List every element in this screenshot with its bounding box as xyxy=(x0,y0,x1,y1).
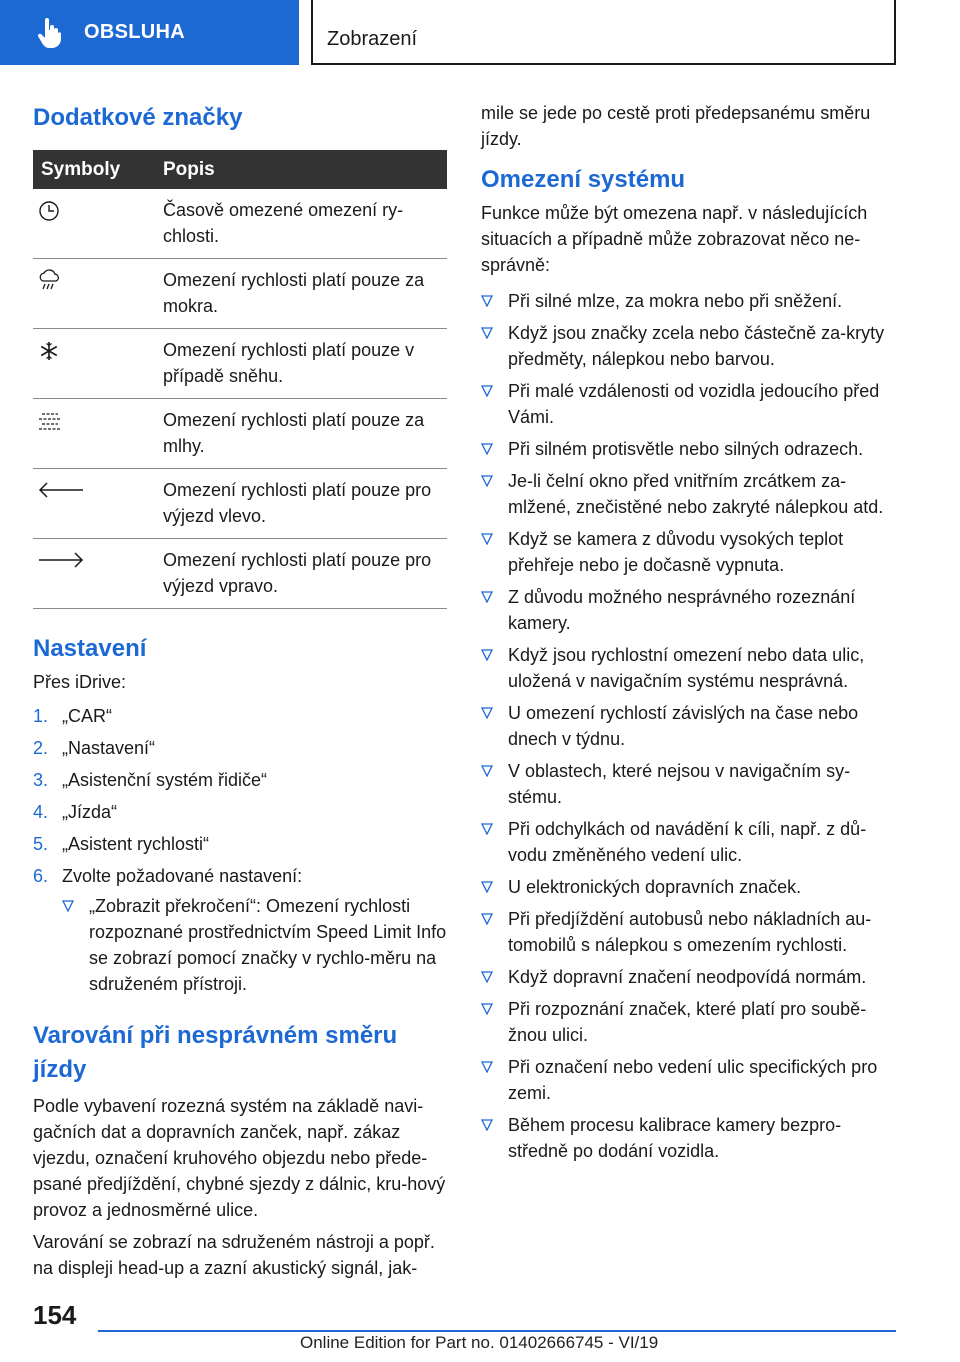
chapter-header xyxy=(311,0,896,65)
triangle-bullet-icon xyxy=(481,1119,493,1131)
step-text: Zvolte požadované nastavení: xyxy=(62,866,303,886)
list-item xyxy=(481,642,897,694)
bullet-text: Je-li čelní okno před vnitřním zrcátkem za-mlžené, znečistěné nebo zakryté nálepkou atd. xyxy=(508,471,884,517)
snowflake-icon xyxy=(37,339,61,363)
bullet-text: Při předjíždění autobusů nebo nákladních au-tomobilů s nálepkou s omezením rychlosti. xyxy=(508,909,872,955)
table-header-row xyxy=(33,150,447,189)
step-text: „Nastavení“ xyxy=(62,738,156,758)
list-item xyxy=(481,816,897,868)
triangle-bullet-icon xyxy=(481,533,493,545)
list-item xyxy=(33,767,447,793)
table-row xyxy=(33,399,447,469)
settings-intro: Přes iDrive: xyxy=(33,672,127,692)
list-item xyxy=(481,874,897,900)
paragraph: Varování se zobrazí na sdruženém nástroji a popř. na displeji head-up a zazní akustický signál, jak- xyxy=(33,1232,435,1278)
bullet-text: U omezení rychlostí závislých na čase nebo dnech v týdnu. xyxy=(508,703,859,749)
triangle-bullet-icon xyxy=(481,881,493,893)
footer-edition: Online Edition for Part no. 01402666745 - VI/19 xyxy=(300,1333,659,1352)
triangle-bullet-icon xyxy=(481,475,493,487)
rain-cloud-icon xyxy=(37,269,63,293)
limits-list xyxy=(481,288,897,1164)
step-text: „Asistenční systém řidiče“ xyxy=(62,770,268,790)
row-description: Omezení rychlosti platí pouze pro výjezd vpravo. xyxy=(163,539,447,609)
triangle-bullet-icon xyxy=(481,765,493,777)
bullet-text: Při rozpoznání značek, které platí pro soubě-žnou ulici. xyxy=(508,999,867,1045)
list-item xyxy=(481,468,897,520)
triangle-bullet-icon xyxy=(481,971,493,983)
step-number: 6. xyxy=(33,866,49,886)
list-item xyxy=(481,1054,897,1106)
hand-pointer-icon xyxy=(38,18,62,48)
bullet-text: Když dopravní značení neodpovídá normám. xyxy=(508,967,867,987)
chapter-title: Zobrazení xyxy=(327,28,418,50)
step-text: „CAR“ xyxy=(62,706,112,726)
triangle-bullet-icon xyxy=(481,385,493,397)
list-item xyxy=(481,906,897,958)
step-text: „Jízda“ xyxy=(62,802,118,822)
bullet-text: U elektronických dopravních značek. xyxy=(508,877,802,897)
step-sublist xyxy=(62,893,447,997)
list-item xyxy=(33,863,447,997)
list-item xyxy=(481,526,897,578)
bullet-text: Z důvodu možného nesprávného rozeznání kamery. xyxy=(508,587,856,633)
list-item xyxy=(481,288,897,314)
table-row xyxy=(33,189,447,259)
table-row xyxy=(33,329,447,399)
clock-icon xyxy=(37,199,61,223)
bullet-text: Když jsou značky zcela nebo částečně za-kryty předměty, nálepkou nebo barvou. xyxy=(508,323,885,369)
fog-icon xyxy=(37,409,63,433)
list-item xyxy=(33,831,447,857)
bullet-text: Když jsou rychlostní omezení nebo data ulic, uložená v navigačním systému nesprávná. xyxy=(508,645,865,691)
bullet-text: Při silném protisvětle nebo silných odrazech. xyxy=(508,439,864,459)
triangle-bullet-icon xyxy=(481,913,493,925)
list-item xyxy=(33,703,447,729)
page-number: 154 xyxy=(33,1300,77,1330)
column-header-description: Popis xyxy=(163,150,447,189)
list-item xyxy=(481,320,897,372)
triangle-bullet-icon xyxy=(481,327,493,339)
triangle-bullet-icon xyxy=(481,443,493,455)
heading-system-limits: Omezení systému xyxy=(481,166,686,193)
right-column xyxy=(481,100,897,1170)
footer-rule xyxy=(98,1330,896,1332)
arrow-right-icon xyxy=(37,549,85,571)
row-description: Omezení rychlosti platí pouze za mokra. xyxy=(163,259,447,329)
triangle-bullet-icon xyxy=(481,591,493,603)
triangle-bullet-icon xyxy=(481,707,493,719)
paragraph-continued: mile se jede po cestě proti předepsanému směru jízdy. xyxy=(481,103,871,149)
section-tab xyxy=(0,0,299,65)
heading-additional-signs: Dodatkové značky xyxy=(33,104,243,131)
row-description: Omezení rychlosti platí pouze za mlhy. xyxy=(163,399,447,469)
triangle-bullet-icon xyxy=(481,1061,493,1073)
row-description: Omezení rychlosti platí pouze pro výjezd vlevo. xyxy=(163,469,447,539)
triangle-bullet-icon xyxy=(481,295,493,307)
list-item xyxy=(481,378,897,430)
list-item xyxy=(481,996,897,1048)
step-number: 5. xyxy=(33,834,49,854)
substep-text: „Zobrazit překročení“: Omezení rychlosti rozpoznané prostřednictvím Speed Limit Info se zobrazí pomocí značky v rychlo-měru na sdruženém přístroji. xyxy=(89,896,447,994)
settings-steps xyxy=(33,703,447,997)
triangle-bullet-icon xyxy=(481,1003,493,1015)
list-item xyxy=(481,758,897,810)
list-item xyxy=(481,1112,897,1164)
step-text: „Asistent rychlosti“ xyxy=(62,834,210,854)
row-description: Omezení rychlosti platí pouze v případě sněhu. xyxy=(163,329,447,399)
list-item xyxy=(481,964,897,990)
bullet-text: Při odchylkách od navádění k cíli, např. z dů-vodu změněného vedení ulic. xyxy=(508,819,867,865)
list-item xyxy=(481,436,897,462)
triangle-bullet-icon xyxy=(481,823,493,835)
row-description: Časově omezené omezení ry-chlosti. xyxy=(163,189,447,259)
triangle-bullet-icon xyxy=(481,649,493,661)
list-item xyxy=(62,893,447,997)
triangle-bullet-icon xyxy=(62,900,74,912)
heading-wrong-way-warning: Varování při nesprávném směru jízdy xyxy=(33,1022,398,1083)
step-number: 2. xyxy=(33,738,49,758)
section-label: OBSLUHA xyxy=(84,21,185,43)
list-item xyxy=(481,700,897,752)
list-item xyxy=(33,799,447,825)
list-item xyxy=(33,735,447,761)
left-column xyxy=(33,100,447,1287)
column-header-symbols: Symboly xyxy=(33,150,163,189)
bullet-text: Při označení nebo vedení ulic specifických pro zemi. xyxy=(508,1057,878,1103)
table-row xyxy=(33,259,447,329)
bullet-text: Když se kamera z důvodu vysokých teplot přehřeje nebo je dočasně vypnuta. xyxy=(508,529,844,575)
bullet-text: Během procesu kalibrace kamery bezpro-středně po dodání vozidla. xyxy=(508,1115,842,1161)
bullet-text: V oblastech, které nejsou v navigačním sy-stému. xyxy=(508,761,851,807)
step-number: 3. xyxy=(33,770,49,790)
arrow-left-icon xyxy=(37,479,85,501)
bullet-text: Při silné mlze, za mokra nebo při sněžení. xyxy=(508,291,843,311)
heading-settings: Nastavení xyxy=(33,635,147,662)
table-row xyxy=(33,469,447,539)
table-row xyxy=(33,539,447,609)
step-number: 4. xyxy=(33,802,49,822)
symbols-table xyxy=(33,150,447,609)
list-item xyxy=(481,584,897,636)
limits-intro: Funkce může být omezena např. v následujících situacích a případně může zobrazovat něco ne-správně: xyxy=(481,203,868,275)
bullet-text: Při malé vzdálenosti od vozidla jedoucího před Vámi. xyxy=(508,381,880,427)
paragraph: Podle vybavení rozezná systém na základě navi-gačních dat a dopravních zanček, např. zákaz vjezdu, označení kruhového objezdu nebo přede-psané předjíždění, chybné sjezdy z dálnic, kru-hový provoz a jednosměrné ulice. xyxy=(33,1096,446,1220)
step-number: 1. xyxy=(33,706,49,726)
